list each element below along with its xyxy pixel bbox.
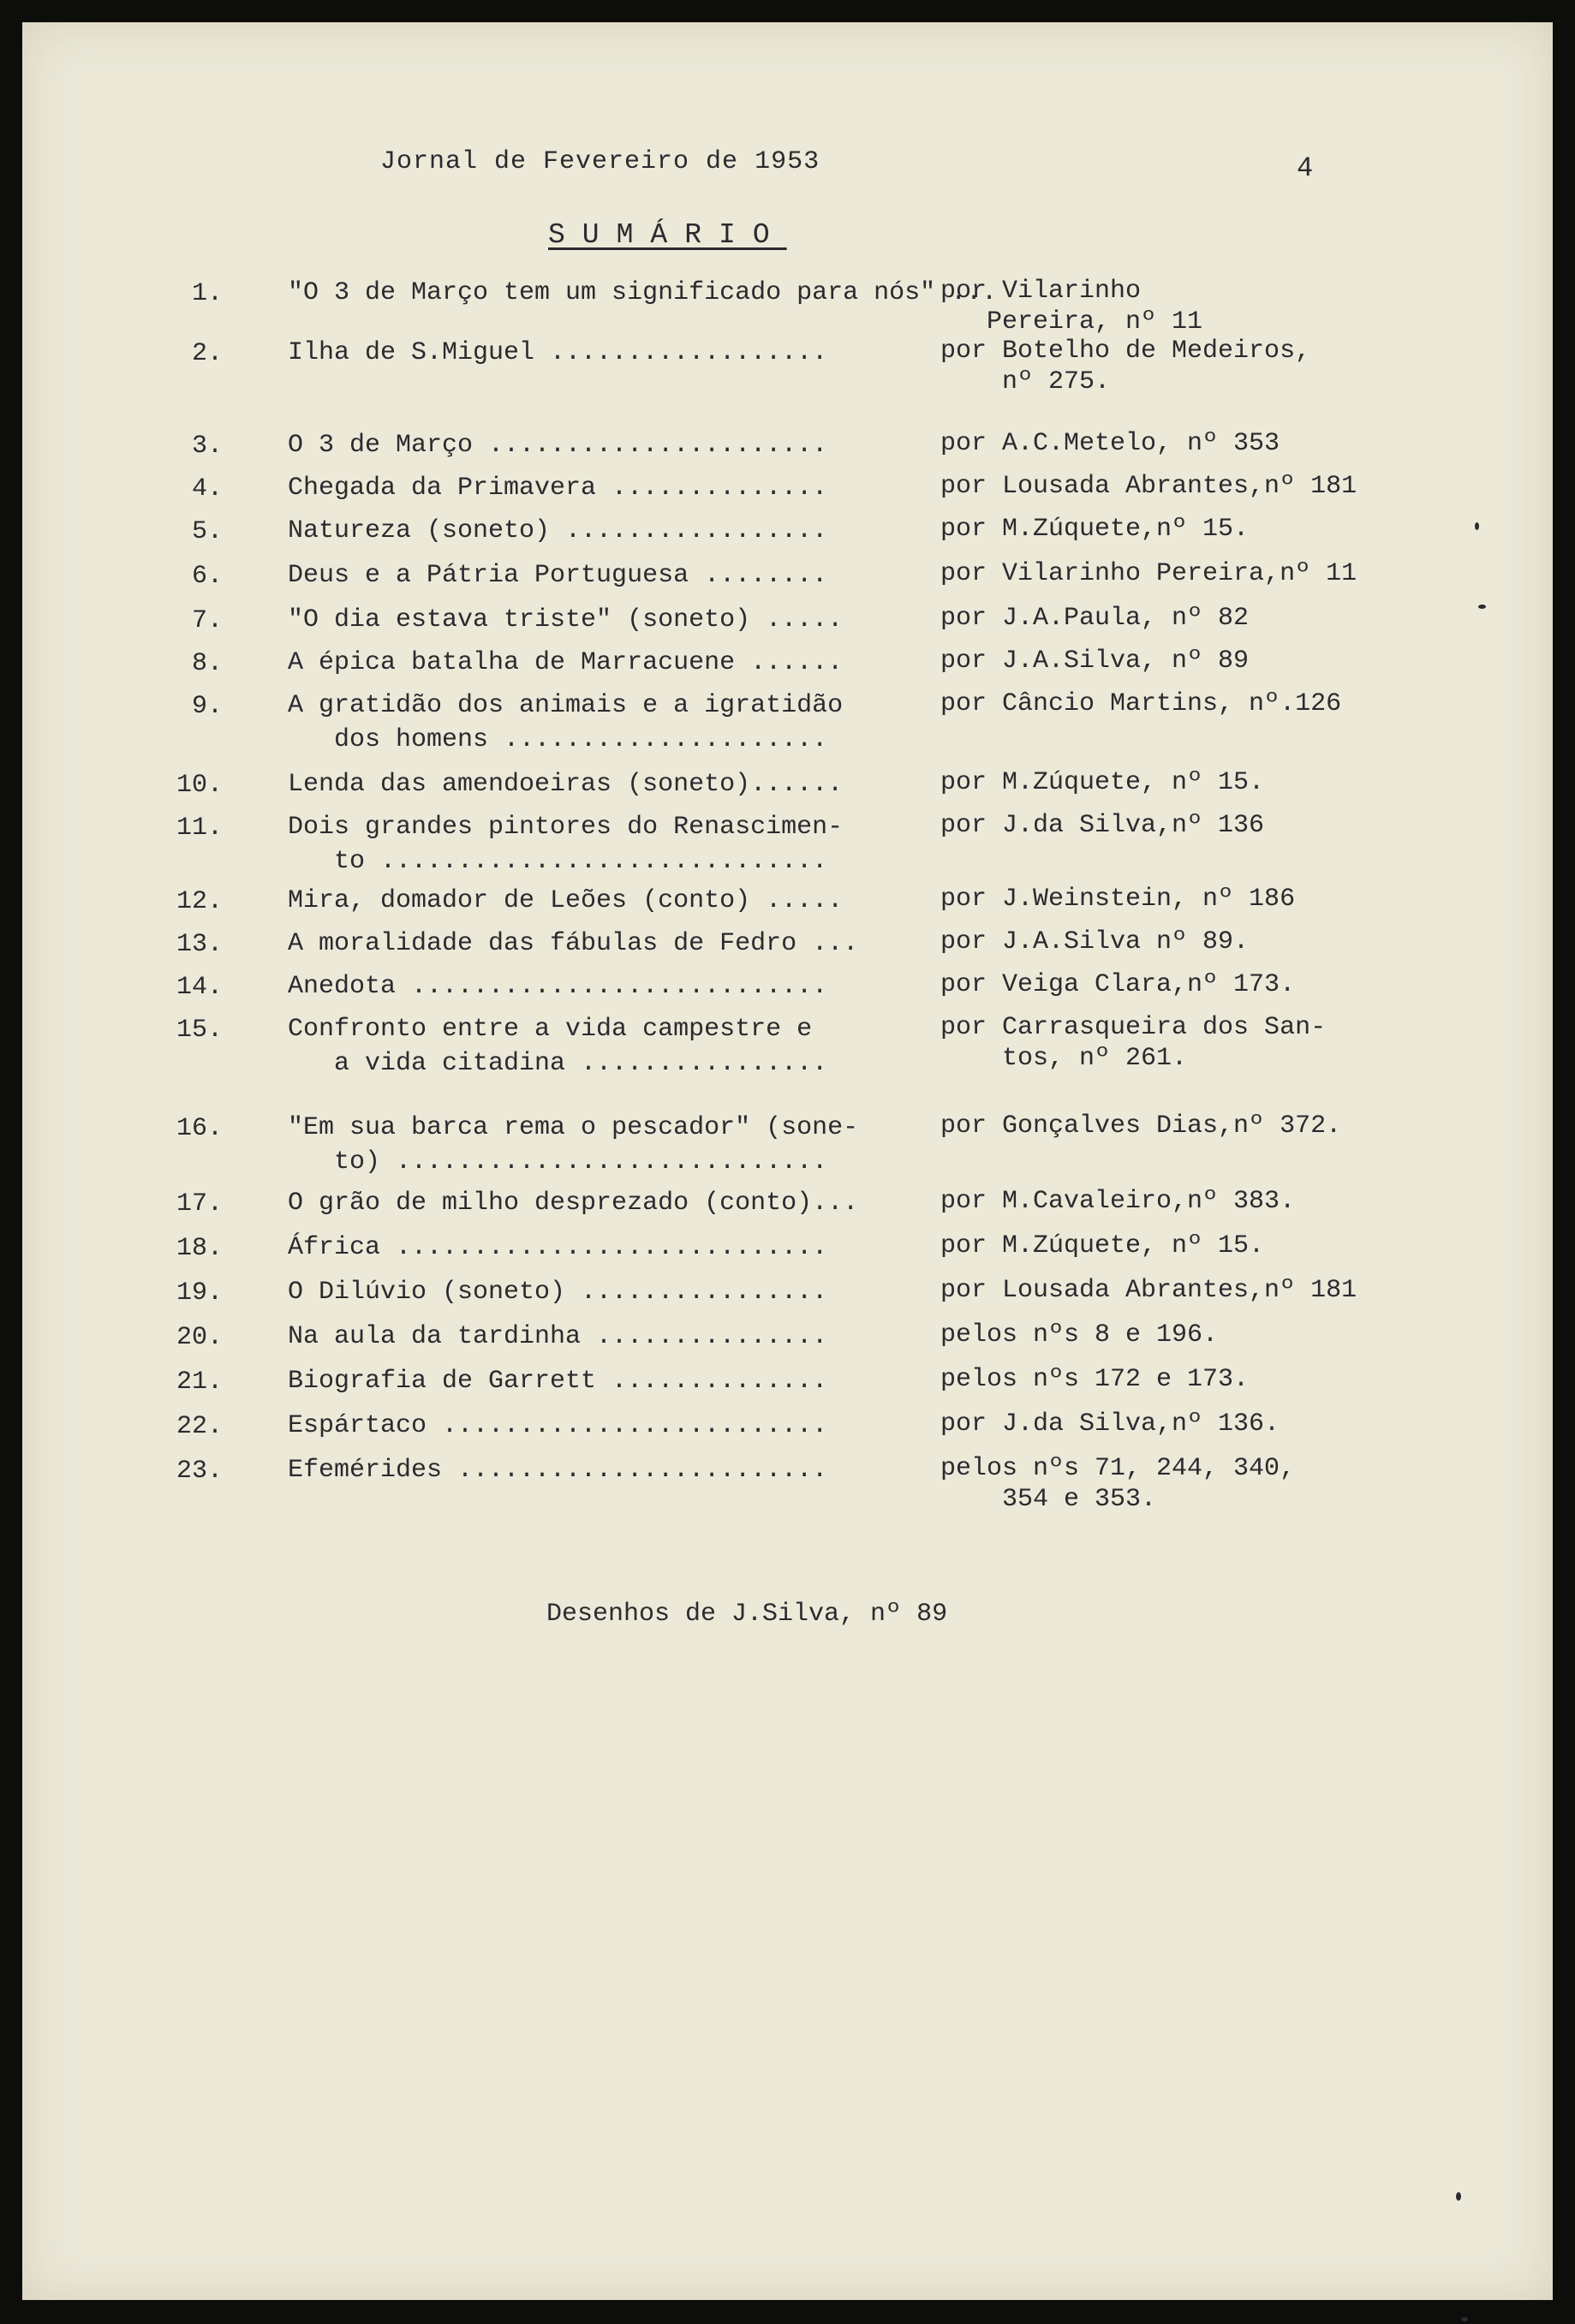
entry-title: O Dilúvio (soneto) ................ — [288, 1278, 828, 1307]
entry-number: 9. — [191, 692, 223, 721]
entry-author: por Lousada Abrantes,nº 181 — [940, 472, 1357, 501]
entry-number: 11. — [176, 813, 223, 843]
entry-author: por J.A.Paula, nº 82 — [940, 604, 1250, 633]
entry-number: 3. — [191, 432, 223, 461]
ink-speck — [1456, 2192, 1461, 2201]
ink-speck — [1478, 605, 1486, 609]
entry-title: África ............................ — [288, 1233, 828, 1262]
entry-number: 15. — [176, 1016, 223, 1045]
entry-number: 2. — [191, 339, 223, 368]
entry-title: Anedota ........................... — [288, 972, 828, 1001]
entry-author: por J.da Silva,nº 136. — [940, 1409, 1280, 1439]
entry-number: 4. — [191, 474, 223, 504]
entry-number: 12. — [176, 887, 223, 916]
entry-author: por Vilarinho Pereira,nº 11 — [940, 559, 1357, 588]
entry-author: pelos nºs 8 e 196. — [940, 1320, 1219, 1350]
entry-number: 23. — [176, 1457, 223, 1486]
document-page — [22, 22, 1553, 2300]
entry-title: Biografia de Garrett .............. — [288, 1367, 828, 1396]
entry-number: 6. — [191, 562, 223, 591]
entry-title: Espártaco ......................... — [288, 1411, 828, 1440]
entry-number: 20. — [176, 1323, 223, 1352]
entry-number: 21. — [176, 1368, 223, 1397]
entry-author: por Gonçalves Dias,nº 372. — [940, 1111, 1342, 1141]
entry-author: por Botelho de Medeiros, nº 275. — [940, 337, 1311, 396]
entry-title: "O 3 de Março tem um significado para nós" ... — [288, 278, 998, 307]
entry-number: 18. — [176, 1234, 223, 1263]
entry-author: por J.A.Silva nº 89. — [940, 927, 1250, 956]
entry-title: O 3 de Março ...................... — [288, 431, 828, 460]
entry-title: Chegada da Primavera .............. — [288, 474, 828, 503]
page-number: 4 — [1297, 152, 1314, 184]
ink-speck — [1461, 2317, 1468, 2321]
entry-title: A épica batalha de Marracuene ...... — [288, 648, 844, 677]
entry-title: Lenda das amendoeiras (soneto)...... — [288, 770, 844, 799]
entry-author: por Veiga Clara,nº 173. — [940, 970, 1296, 999]
ink-speck — [1475, 522, 1479, 530]
drawings-credit: Desenhos de J.Silva, nº 89 — [546, 1600, 948, 1629]
entry-number: 5. — [191, 517, 223, 546]
entry-title: Na aula da tardinha ............... — [288, 1322, 828, 1351]
journal-header: Jornal de Fevereiro de 1953 — [380, 147, 820, 176]
entry-number: 17. — [176, 1189, 223, 1219]
entry-title: Confronto entre a vida campestre e a vida citadina ................ — [288, 1015, 828, 1078]
entry-number: 19. — [176, 1278, 223, 1308]
entry-title: Efemérides ........................ — [288, 1456, 828, 1485]
entry-author: por A.C.Metelo, nº 353 — [940, 429, 1280, 458]
entry-title: Dois grandes pintores do Renascimen- to ............................. — [288, 813, 844, 876]
entry-number: 14. — [176, 973, 223, 1002]
entry-number: 22. — [176, 1412, 223, 1441]
entry-title: Natureza (soneto) ................. — [288, 516, 828, 545]
entry-author: pelos nºs 71, 244, 340, 354 e 353. — [940, 1454, 1296, 1514]
entry-author: pelos nºs 172 e 173. — [940, 1365, 1250, 1394]
entry-author: por Lousada Abrantes,nº 181 — [940, 1276, 1357, 1305]
entry-author: por M.Zúquete,nº 15. — [940, 515, 1250, 544]
entry-number: 1. — [191, 279, 223, 308]
entry-author: por J.Weinstein, nº 186 — [940, 885, 1296, 914]
entry-author: por M.Zúquete, nº 15. — [940, 768, 1265, 797]
entry-author: por Vilarinho Pereira, nº 11 — [940, 277, 1203, 337]
entry-title: A gratidão dos animais e a igratidão dos homens ..................... — [288, 691, 844, 754]
entry-number: 16. — [176, 1114, 223, 1143]
entry-author: por Câncio Martins, nº.126 — [940, 689, 1342, 718]
entry-number: 10. — [176, 771, 223, 800]
entry-title: "O dia estava triste" (soneto) ..... — [288, 605, 844, 635]
entry-title: Mira, domador de Leões (conto) ..... — [288, 886, 844, 915]
entry-title: "Em sua barca rema o pescador" (sone- to) ............................ — [288, 1113, 859, 1177]
entry-title: O grão de milho desprezado (conto)... — [288, 1189, 859, 1218]
entry-author: por M.Cavaleiro,nº 383. — [940, 1187, 1296, 1216]
entry-number: 13. — [176, 930, 223, 959]
entry-title: A moralidade das fábulas de Fedro ... — [288, 929, 859, 958]
entry-author: por M.Zúquete, nº 15. — [940, 1231, 1265, 1260]
table-of-contents — [22, 22, 1553, 2300]
entry-number: 8. — [191, 649, 223, 678]
entry-number: 7. — [191, 606, 223, 635]
entry-author: por J.da Silva,nº 136 — [940, 811, 1265, 840]
entry-title: Deus e a Pátria Portuguesa ........ — [288, 561, 828, 590]
page-title: SUMÁRIO — [548, 219, 787, 251]
entry-title: Ilha de S.Miguel .................. — [288, 338, 828, 367]
entry-author: por Carrasqueira dos San- tos, nº 261. — [940, 1013, 1327, 1073]
entry-author: por J.A.Silva, nº 89 — [940, 647, 1250, 676]
